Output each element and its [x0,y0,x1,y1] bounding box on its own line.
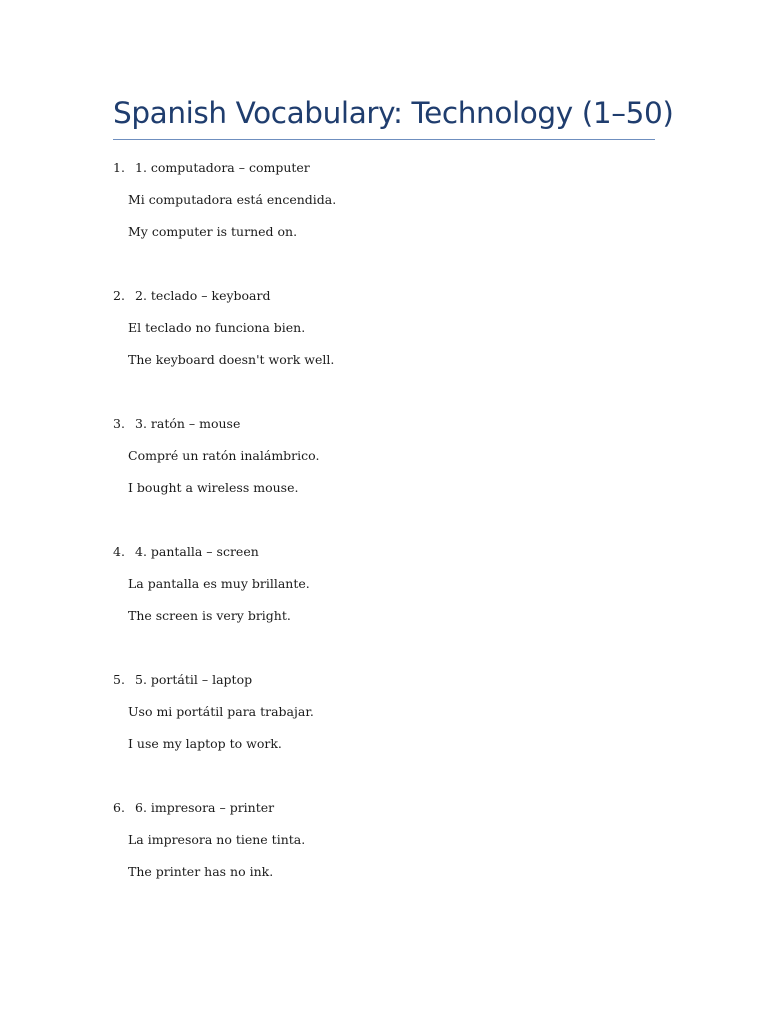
entry-term: 2. teclado – keyboard [135,288,271,303]
example-english: The screen is very bright. [128,608,291,623]
entry-term: 6. impresora – printer [135,800,275,815]
entry-number: 3. [113,416,125,431]
entry-term: 4. pantalla – screen [135,544,259,559]
page-title: Spanish Vocabulary: Technology (1–50) [113,96,674,130]
example-spanish: La pantalla es muy brillante. [128,576,310,591]
entry-number: 4. [113,544,125,559]
entry-number: 2. [113,288,125,303]
title-underline [113,139,655,140]
entry-term: 5. portátil – laptop [135,672,253,687]
example-spanish: Compré un ratón inalámbrico. [128,448,320,463]
example-spanish: El teclado no funciona bien. [128,320,306,335]
example-english: I use my laptop to work. [128,736,282,751]
example-english: The printer has no ink. [128,864,274,879]
entry-term: 3. ratón – mouse [135,416,241,431]
example-spanish: Mi computadora está encendida. [128,192,337,207]
example-spanish: Uso mi portátil para trabajar. [128,704,314,719]
example-english: My computer is turned on. [128,224,298,239]
entry-number: 6. [113,800,125,815]
entry-number: 5. [113,672,125,687]
example-spanish: La impresora no tiene tinta. [128,832,306,847]
entry-number: 1. [113,160,125,175]
entry-term: 1. computadora – computer [135,160,310,175]
example-english: The keyboard doesn't work well. [128,352,335,367]
example-english: I bought a wireless mouse. [128,480,299,495]
